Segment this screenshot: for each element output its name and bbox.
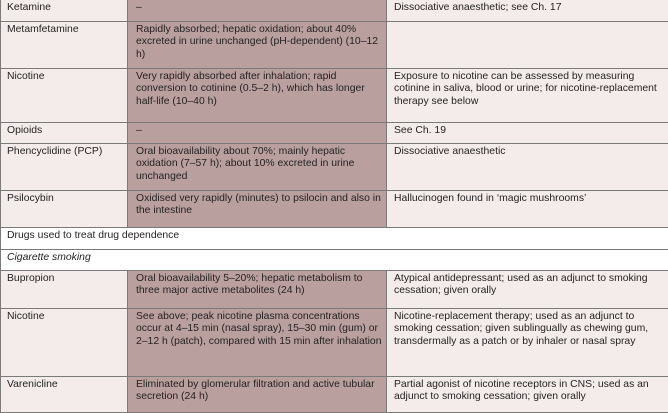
table-row xyxy=(1,308,668,376)
pharmacokinetics-cell: See above; peak nicotine plasma concentrations occur at 4–15 min (nasal spray), 15–30 min (gum) or 2–12 h (patch), compared with 15 min after inhalation xyxy=(128,308,387,376)
pharmacokinetics-cell: Oral bioavailability about 70%; mainly hepatic oxidation (7–57 h); about 10% excreted in urine unchanged xyxy=(128,143,387,190)
drug-table-body xyxy=(1,0,668,412)
drug-name: Bupropion xyxy=(1,270,128,308)
section-row xyxy=(1,227,668,249)
table-row xyxy=(1,376,668,412)
notes-cell xyxy=(387,21,668,68)
table-row xyxy=(1,143,668,190)
table-row xyxy=(1,122,668,143)
pharmacokinetics-cell: Rapidly absorbed; hepatic oxidation; about 40% excreted in urine unchanged (pH-dependent) (10–12 h) xyxy=(128,21,387,68)
table-row xyxy=(1,0,668,21)
table-row xyxy=(1,190,668,227)
notes-cell: Exposure to nicotine can be assessed by measuring cotinine in saliva, blood or urine; for nicotine-replacement therapy see below xyxy=(387,68,668,122)
notes-cell: See Ch. 19 xyxy=(387,122,668,143)
section-heading: Drugs used to treat drug dependence xyxy=(1,227,668,249)
pharmacokinetics-cell: – xyxy=(128,0,387,21)
subsection-row xyxy=(1,249,668,270)
notes-cell: Hallucinogen found in ‘magic mushrooms’ xyxy=(387,190,668,227)
table-row xyxy=(1,21,668,68)
pharmacokinetics-cell: Very rapidly absorbed after inhalation; rapid conversion to cotinine (0.5–2 h), which has longer half-life (10–40 h) xyxy=(128,68,387,122)
pharmacokinetics-cell: Eliminated by glomerular filtration and active tubular secretion (24 h) xyxy=(128,376,387,412)
drug-name: Nicotine xyxy=(1,308,128,376)
pharmacokinetics-cell: Oral bioavailability 5–20%; hepatic metabolism to three major active metabolites (24 h) xyxy=(128,270,387,308)
notes-cell: Atypical antidepressant; used as an adjunct to smoking cessation; given orally xyxy=(387,270,668,308)
table-row xyxy=(1,68,668,122)
notes-cell: Partial agonist of nicotine receptors in CNS; used as an adjunct to smoking cessation; given orally xyxy=(387,376,668,412)
subsection-heading: Cigarette smoking xyxy=(1,249,668,270)
drug-name: Psilocybin xyxy=(1,190,128,227)
table-row xyxy=(1,270,668,308)
drug-name: Phencyclidine (PCP) xyxy=(1,143,128,190)
drug-name: Metamfetamine xyxy=(1,21,128,68)
drug-name: Ketamine xyxy=(1,0,128,21)
notes-cell: Dissociative anaesthetic xyxy=(387,143,668,190)
drug-name: Nicotine xyxy=(1,68,128,122)
pharmacokinetics-cell: – xyxy=(128,122,387,143)
notes-cell: Nicotine-replacement therapy; used as an adjunct to smoking cessation; given sublingually as chewing gum, transdermally as a patch or by inhaler or nasal spray xyxy=(387,308,668,376)
pharmacokinetics-cell: Oxidised very rapidly (minutes) to psilocin and also in the intestine xyxy=(128,190,387,227)
drug-name: Opioids xyxy=(1,122,128,143)
notes-cell: Dissociative anaesthetic; see Ch. 17 xyxy=(387,0,668,21)
drug-name: Varenicline xyxy=(1,376,128,412)
